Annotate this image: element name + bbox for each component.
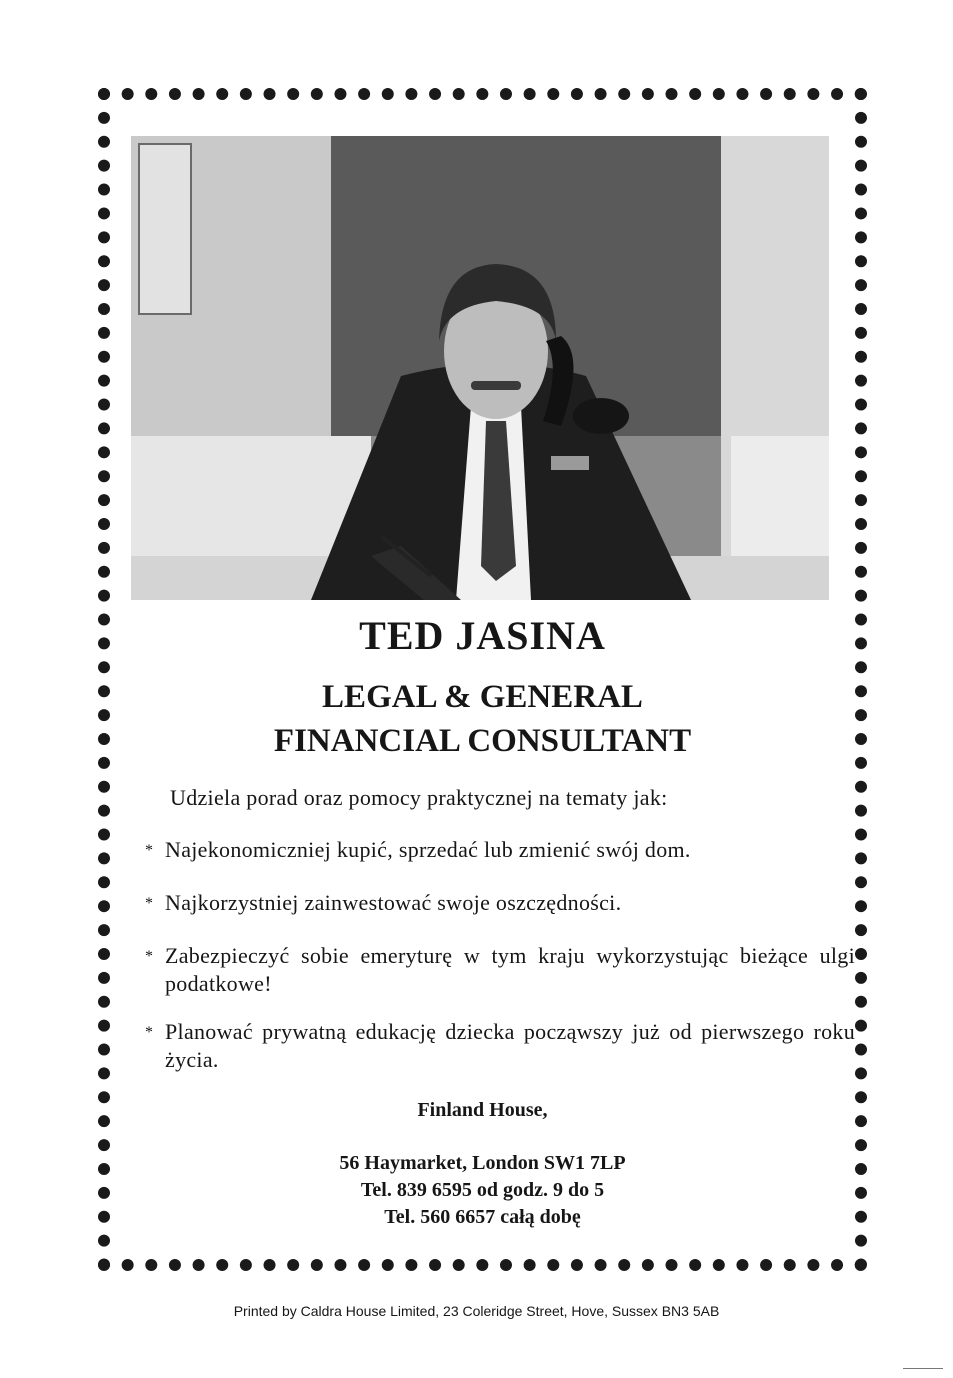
asterisk-icon: *: [145, 895, 154, 912]
consultant-name: TED JASINA: [359, 613, 606, 658]
job-title-line-2: FINANCIAL CONSULTANT: [273, 723, 692, 759]
list-item: [145, 889, 855, 917]
list-item-text: Zabezpieczyć sobie emeryturę w tym kraju wykorzystując bieżące ulgi podatkowe!: [165, 943, 855, 996]
corner-divider: [903, 1368, 943, 1369]
list-item-text: Planować prywatną edukację dziecka począwszy już od pierwszego roku życia.: [165, 1019, 855, 1072]
printer-footer: Printed by Caldra House Limited, 23 Coleridge Street, Hove, Sussex BN3 5AB: [233, 1303, 720, 1319]
list-item: [145, 836, 855, 864]
asterisk-icon: *: [145, 1024, 154, 1041]
phone-24h: Tel. 560 6657 całą dobę: [384, 1206, 581, 1228]
asterisk-icon: *: [145, 842, 154, 859]
phone-office: Tel. 839 6595 od godz. 9 do 5: [360, 1179, 605, 1201]
list-item: [145, 942, 855, 998]
job-title-line-1: LEGAL & GENERAL: [322, 679, 643, 715]
contact-block: [120, 1150, 845, 1231]
address-street: 56 Haymarket, London SW1 7LP: [339, 1152, 626, 1174]
list-item-text: Najkorzystniej zainwestować swoje oszczędności.: [165, 890, 622, 915]
list-item: [145, 1018, 855, 1074]
job-title: [120, 675, 845, 763]
list-item-text: Najekonomiczniej kupić, sprzedać lub zmienić swój dom.: [165, 837, 691, 862]
address-building: Finland House,: [417, 1099, 548, 1121]
portrait-photo: [131, 136, 829, 600]
asterisk-icon: *: [145, 948, 154, 965]
intro-text: Udziela porad oraz pomocy praktycznej na tematy jak:: [170, 785, 668, 810]
